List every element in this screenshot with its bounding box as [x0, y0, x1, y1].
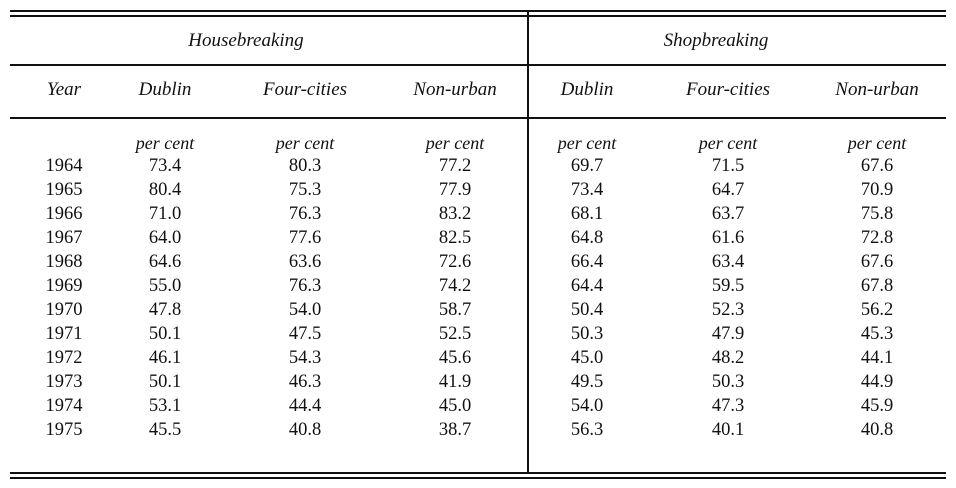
column-header-year: Year	[46, 79, 82, 100]
table-cell: 64.8	[570, 228, 604, 248]
table-cell: 64.7	[711, 180, 745, 200]
unit-label: per cent	[698, 133, 758, 153]
table-cell: 52.5	[438, 324, 472, 344]
table-cell: 75.3	[288, 180, 322, 200]
table-cell: 83.2	[438, 204, 472, 224]
bottom-rule-outer	[10, 477, 946, 479]
table-row	[0, 300, 956, 323]
table-cell: 73.4	[148, 156, 182, 176]
table-row	[0, 372, 956, 395]
top-rule-outer	[10, 10, 946, 12]
table-cell: 76.3	[288, 204, 322, 224]
table-cell: 77.9	[438, 180, 472, 200]
table-cell: 44.4	[288, 396, 322, 416]
table-cell: 38.7	[438, 420, 472, 440]
table-cell: 47.5	[288, 324, 322, 344]
table-cell: 47.3	[711, 396, 745, 416]
table-cell: 76.3	[288, 276, 322, 296]
year-cell: 1974	[45, 396, 83, 416]
table-cell: 54.0	[570, 396, 604, 416]
table-cell: 71.5	[711, 156, 745, 176]
table-cell: 58.7	[438, 300, 472, 320]
table-row	[0, 324, 956, 347]
table-cell: 50.3	[570, 324, 604, 344]
unit-label: per cent	[425, 133, 485, 153]
table-cell: 47.8	[148, 300, 182, 320]
table-row	[0, 420, 956, 443]
table-cell: 44.9	[860, 372, 894, 392]
table-cell: 77.2	[438, 156, 472, 176]
table-cell: 63.7	[711, 204, 745, 224]
table-cell: 40.8	[860, 420, 894, 440]
table-cell: 72.6	[438, 252, 472, 272]
table-cell: 72.8	[860, 228, 894, 248]
table-row	[0, 156, 956, 179]
table-cell: 64.6	[148, 252, 182, 272]
unit-label: per cent	[557, 133, 617, 153]
table-cell: 40.8	[288, 420, 322, 440]
table-cell: 67.8	[860, 276, 894, 296]
table-cell: 53.1	[148, 396, 182, 416]
table-cell: 52.3	[711, 300, 745, 320]
table-cell: 80.3	[288, 156, 322, 176]
table-cell: 48.2	[711, 348, 745, 368]
table-cell: 50.1	[148, 324, 182, 344]
table-cell: 61.6	[711, 228, 745, 248]
table-cell: 44.1	[860, 348, 894, 368]
table-cell: 69.7	[570, 156, 604, 176]
column-header-fourcities-house: Four-cities	[262, 79, 348, 100]
table-cell: 45.9	[860, 396, 894, 416]
table-cell: 67.6	[860, 156, 894, 176]
table-cell: 45.3	[860, 324, 894, 344]
table-cell: 45.5	[148, 420, 182, 440]
table-cell: 45.6	[438, 348, 472, 368]
bottom-rule-inner	[10, 472, 946, 474]
year-cell: 1965	[45, 180, 83, 200]
table-cell: 41.9	[438, 372, 472, 392]
table-cell: 67.6	[860, 252, 894, 272]
year-cell: 1966	[45, 204, 83, 224]
table-row	[0, 228, 956, 251]
table-cell: 55.0	[148, 276, 182, 296]
column-header-fourcities-shop: Four-cities	[685, 79, 771, 100]
top-rule-inner	[10, 15, 946, 17]
table-row	[0, 204, 956, 227]
column-header-nonurban-shop: Non-urban	[835, 79, 919, 100]
year-cell: 1972	[45, 348, 83, 368]
year-cell: 1973	[45, 372, 83, 392]
table-cell: 45.0	[570, 348, 604, 368]
table-cell: 56.3	[570, 420, 604, 440]
column-header-dublin-shop: Dublin	[560, 79, 614, 100]
year-cell: 1967	[45, 228, 83, 248]
table-cell: 66.4	[570, 252, 604, 272]
column-header-dublin-house: Dublin	[138, 79, 192, 100]
unit-label: per cent	[135, 133, 195, 153]
table-cell: 77.6	[288, 228, 322, 248]
group-header-rule	[10, 64, 946, 66]
table-cell: 54.3	[288, 348, 322, 368]
year-cell: 1971	[45, 324, 83, 344]
table-cell: 47.9	[711, 324, 745, 344]
table-cell: 45.0	[438, 396, 472, 416]
year-cell: 1969	[45, 276, 83, 296]
table-cell: 56.2	[860, 300, 894, 320]
table-cell: 63.6	[288, 252, 322, 272]
table-cell: 82.5	[438, 228, 472, 248]
table-cell: 70.9	[860, 180, 894, 200]
table-cell: 71.0	[148, 204, 182, 224]
table-cell: 46.1	[148, 348, 182, 368]
table-cell: 50.1	[148, 372, 182, 392]
table-cell: 64.0	[148, 228, 182, 248]
unit-label: per cent	[847, 133, 907, 153]
table-cell: 64.4	[570, 276, 604, 296]
year-cell: 1970	[45, 300, 83, 320]
table-cell: 50.3	[711, 372, 745, 392]
year-cell: 1975	[45, 420, 83, 440]
table-cell: 40.1	[711, 420, 745, 440]
table-cell: 50.4	[570, 300, 604, 320]
table-cell: 80.4	[148, 180, 182, 200]
table-row	[0, 276, 956, 299]
table-cell: 54.0	[288, 300, 322, 320]
group-title-shopbreaking: Shopbreaking	[663, 30, 769, 51]
column-header-rule	[10, 117, 946, 119]
table-cell: 49.5	[570, 372, 604, 392]
table-row	[0, 252, 956, 275]
table-cell: 73.4	[570, 180, 604, 200]
table-cell: 63.4	[711, 252, 745, 272]
table-cell: 68.1	[570, 204, 604, 224]
unit-label: per cent	[275, 133, 335, 153]
year-cell: 1964	[45, 156, 83, 176]
table-cell: 74.2	[438, 276, 472, 296]
table-cell: 46.3	[288, 372, 322, 392]
table-row	[0, 348, 956, 371]
year-cell: 1968	[45, 252, 83, 272]
table-row	[0, 180, 956, 203]
table-row	[0, 396, 956, 419]
table-cell: 59.5	[711, 276, 745, 296]
column-header-nonurban-house: Non-urban	[413, 79, 497, 100]
group-title-housebreaking: Housebreaking	[188, 30, 304, 51]
table-cell: 75.8	[860, 204, 894, 224]
